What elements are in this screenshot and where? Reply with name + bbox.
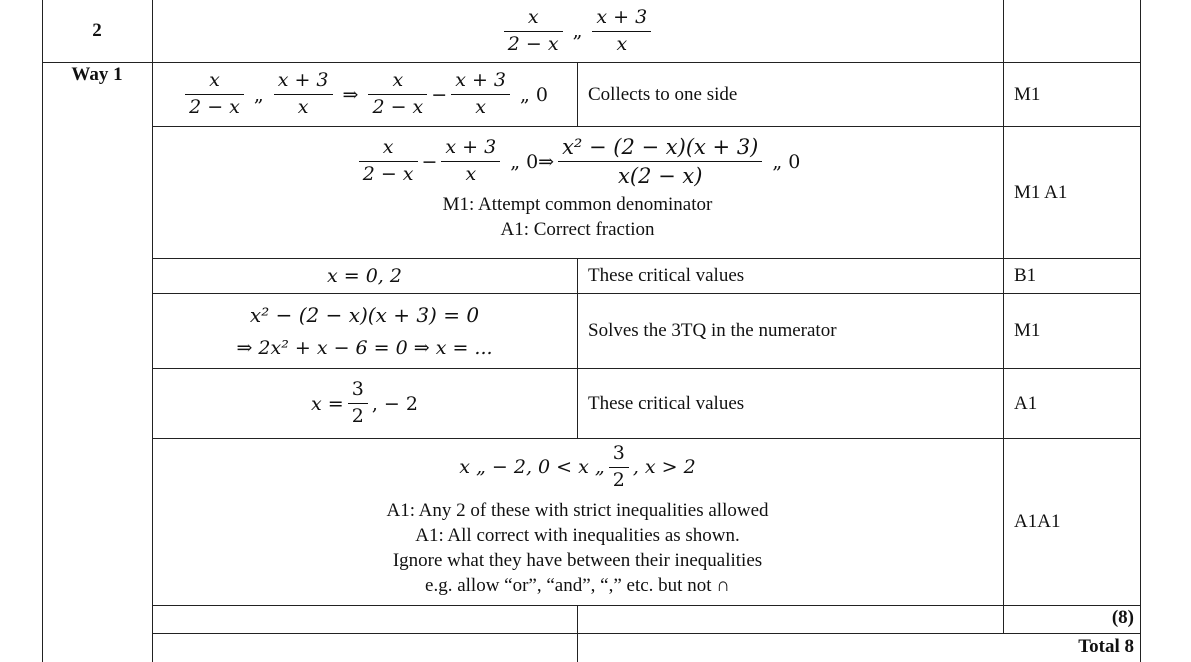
minus-symbol: − (431, 83, 448, 106)
denominator: 2 (351, 405, 364, 427)
denominator: 2 − x (372, 96, 424, 118)
denominator: x (475, 96, 486, 118)
denominator: 2 − x (362, 163, 414, 186)
row-4-mark: M1 (1014, 320, 1041, 341)
statement-math (500, 7, 655, 56)
question-number: 2 (92, 20, 102, 41)
numerator: x + 3 (596, 5, 648, 28)
row-2-note: M1: Attempt common denominator (442, 194, 713, 216)
row-3-comment: These critical values (588, 265, 745, 286)
row-6-note: A1: Any 2 of these with strict inequalities allowed (386, 499, 769, 521)
grid-line (577, 62, 578, 126)
row-5-mark: A1 (1014, 392, 1038, 414)
numerator: x (209, 69, 220, 92)
numerator: 3 (612, 442, 625, 464)
question-statement (152, 0, 1003, 62)
inequality-part: x „ − 2, 0 < x „ (459, 456, 605, 479)
denominator: 2 − x (189, 96, 240, 118)
grid-line (1140, 0, 1141, 662)
equation: x² − (2 − x)(x + 3) = 0 (249, 303, 480, 327)
numerator: x (392, 69, 404, 92)
row-3-mark: B1 (1014, 265, 1037, 286)
denominator: x(2 − x) (618, 164, 703, 189)
method-label: Way 1 (71, 64, 123, 85)
implies-symbol: ⇒ (538, 150, 555, 173)
implies-symbol: ⇒ (342, 83, 359, 106)
row-1-mark: M1 (1014, 83, 1041, 105)
grid-line (577, 258, 578, 438)
numerator: x + 3 (445, 136, 497, 159)
relation-symbol: „ (520, 83, 530, 106)
row-4-comment: Solves the 3TQ in the numerator (588, 320, 837, 341)
critical-values: x = 0, 2 (327, 265, 402, 287)
row-2-working (152, 127, 1003, 258)
relation-symbol: „ (253, 83, 264, 106)
fraction (592, 7, 651, 56)
denominator: 2 − x (507, 32, 559, 55)
denominator: x (616, 32, 628, 55)
denominator: x (465, 163, 477, 186)
row-2-note: A1: Correct fraction (500, 219, 655, 241)
rest: , − 2 (371, 392, 418, 415)
question-total: Total 8 (1078, 636, 1134, 657)
zero: 0 (526, 150, 539, 173)
row-5-working (152, 369, 577, 438)
inequality-part: , x > 2 (632, 456, 696, 479)
grid-line (1003, 0, 1004, 633)
row-5-comment: These critical values (588, 392, 745, 414)
numerator: 3 (351, 378, 364, 401)
row-6-note: A1: All correct with inequalities as shown. (415, 524, 740, 546)
numerator: x + 3 (455, 69, 506, 92)
relation-symbol: „ (772, 150, 783, 173)
row-6-note: e.g. allow “or”, “and”, “,” etc. but not ∩ (425, 574, 730, 596)
grid-line (152, 633, 1141, 634)
numerator: x² − (2 − x)(x + 3) (562, 135, 759, 159)
row-1-comment: Collects to one side (588, 83, 738, 105)
zero: 0 (788, 150, 801, 173)
row-6-working (152, 439, 1003, 605)
relation-symbol: „ (572, 20, 583, 42)
row-4-working (152, 294, 577, 368)
minus-symbol: − (421, 150, 438, 173)
fraction (504, 7, 563, 56)
row-2-mark: M1 A1 (1014, 181, 1068, 203)
grid-line (152, 605, 1141, 606)
numerator: x + 3 (277, 69, 329, 92)
row-1-working (152, 63, 577, 126)
denominator: 2 (612, 468, 625, 491)
zero: 0 (535, 83, 548, 106)
row-6-mark: A1A1 (1014, 511, 1061, 532)
marks-total: (8) (1111, 607, 1134, 628)
row-6-note: Ignore what they have between their inequalities (392, 549, 763, 571)
relation-symbol: „ (510, 150, 521, 173)
lhs: x = (311, 392, 344, 415)
grid-line (42, 0, 43, 662)
numerator: x (382, 136, 394, 159)
row-3-working (152, 259, 577, 293)
numerator: x (527, 5, 539, 28)
equation: ⇒ 2x² + x − 6 = 0 ⇒ x = ... (236, 337, 493, 359)
denominator: x (297, 96, 309, 118)
